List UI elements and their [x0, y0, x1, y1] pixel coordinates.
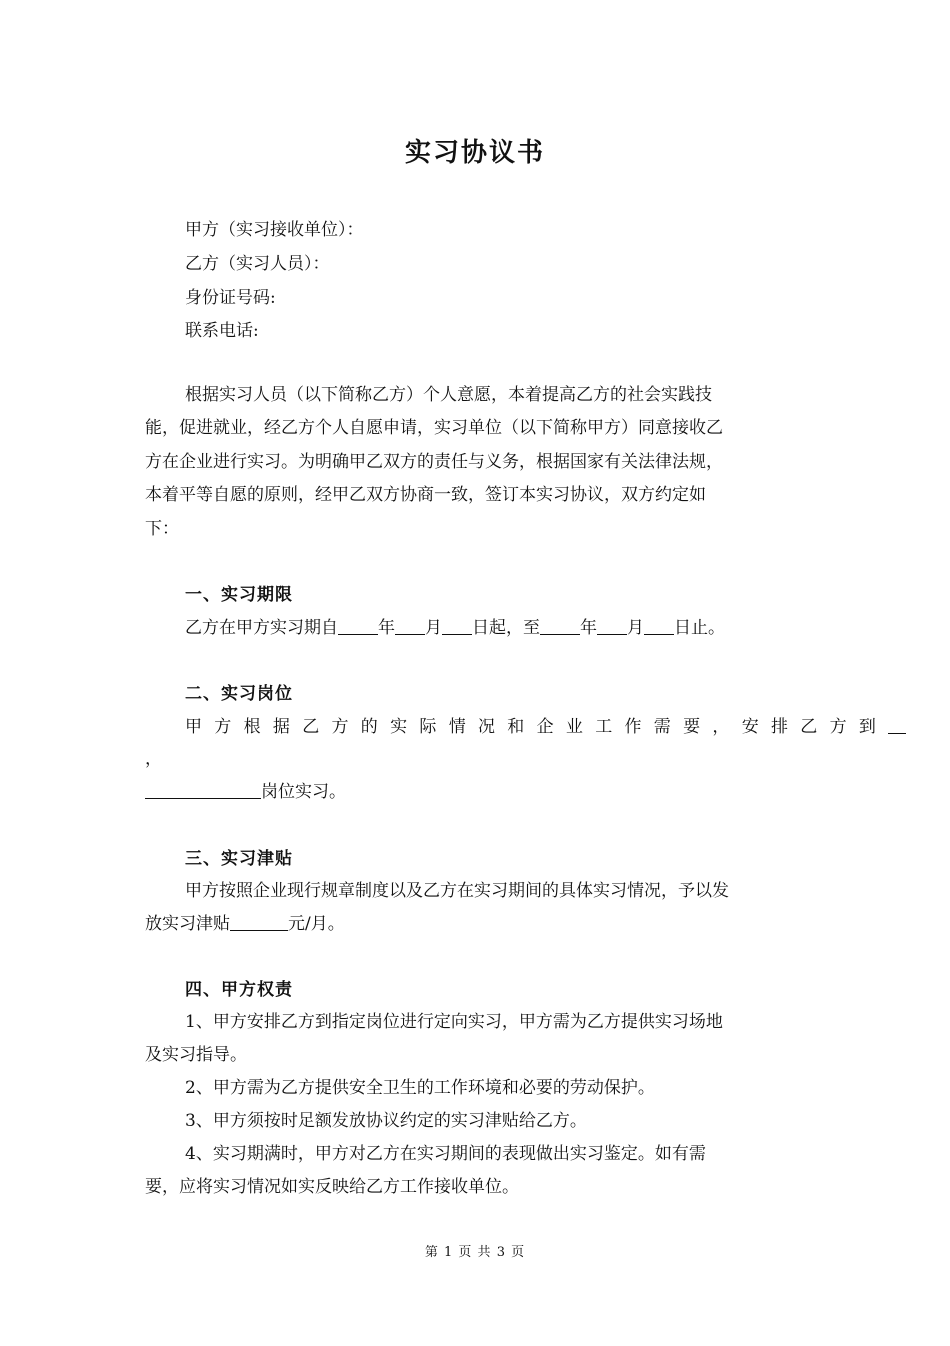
month-label: 月 [627, 618, 644, 638]
preamble-line-1: 根据实习人员（以下简称乙方）个人意愿，本着提高乙方的社会实践技 [185, 385, 712, 405]
internship-period-line [185, 613, 725, 638]
duty-item-4: 4、实习期满时，甲方对乙方在实习期间的表现做出实习鉴定。如有需 [185, 1144, 706, 1164]
allowance-amount-blank[interactable] [230, 912, 288, 931]
period-prefix: 乙方在甲方实习期自 [185, 618, 338, 638]
end-day-blank[interactable] [644, 616, 674, 635]
start-year-blank[interactable] [338, 616, 378, 635]
allowance-prefix: 放实习津贴 [145, 914, 230, 934]
end-suffix: 日止。 [674, 618, 725, 638]
duty-item-1-cont: 及实习指导。 [145, 1045, 247, 1065]
allowance-suffix: 元/月。 [288, 914, 345, 934]
allowance-line-1: 甲方按照企业现行规章制度以及乙方在实习期间的具体实习情况，予以发 [185, 881, 729, 901]
duty-item-3: 3、甲方须按时足额发放协议约定的实习津贴给乙方。 [185, 1111, 587, 1131]
end-year-blank[interactable] [540, 616, 580, 635]
party-b-field: 乙方（实习人员）： [185, 254, 330, 274]
party-a-field: 甲方（实习接收单位）： [185, 220, 364, 240]
section-3-heading: 三、实习津贴 [185, 849, 293, 869]
position-line-1 [185, 712, 906, 737]
month-label: 月 [425, 618, 442, 638]
preamble-line-5: 下： [145, 519, 179, 539]
position-text: 甲方根据乙方的实际情况和企业工作需要，安排乙方到 [185, 717, 889, 737]
id-number-field: 身份证号码: [185, 288, 276, 308]
phone-field: 联系电话: [185, 321, 259, 341]
preamble-line-2: 能，促进就业，经乙方个人自愿申请，实习单位（以下简称甲方）同意接收乙 [145, 418, 723, 438]
section-2-heading: 二、实习岗位 [185, 684, 293, 704]
duty-item-4-cont: 要，应将实习情况如实反映给乙方工作接收单位。 [145, 1177, 519, 1197]
year-label: 年 [378, 618, 395, 638]
start-suffix: 日起，至 [472, 618, 540, 638]
preamble-line-3: 方在企业进行实习。为明确甲乙双方的责任与义务，根据国家有关法律法规， [145, 452, 723, 472]
duty-item-1: 1、甲方安排乙方到指定岗位进行定向实习，甲方需为乙方提供实习场地 [185, 1012, 723, 1032]
year-label: 年 [580, 618, 597, 638]
page-number: 第 1 页 共 3 页 [424, 1245, 526, 1260]
duty-item-2: 2、甲方需为乙方提供安全卫生的工作环境和必要的劳动保护。 [185, 1078, 655, 1098]
position-comma: ， [145, 749, 162, 769]
start-month-blank[interactable] [395, 616, 425, 635]
position-suffix: 岗位实习。 [261, 782, 346, 802]
position-line-3 [145, 777, 346, 802]
section-1-heading: 一、实习期限 [185, 585, 293, 605]
document-title: 实习协议书 [404, 138, 545, 168]
start-day-blank[interactable] [442, 616, 472, 635]
end-month-blank[interactable] [597, 616, 627, 635]
allowance-line-2 [145, 909, 345, 934]
preamble-line-4: 本着平等自愿的原则，经甲乙双方协商一致，签订本实习协议，双方约定如 [145, 485, 706, 505]
section-4-heading: 四、甲方权责 [185, 980, 293, 1000]
position-blank-short[interactable] [888, 715, 906, 734]
position-blank[interactable] [145, 780, 261, 799]
